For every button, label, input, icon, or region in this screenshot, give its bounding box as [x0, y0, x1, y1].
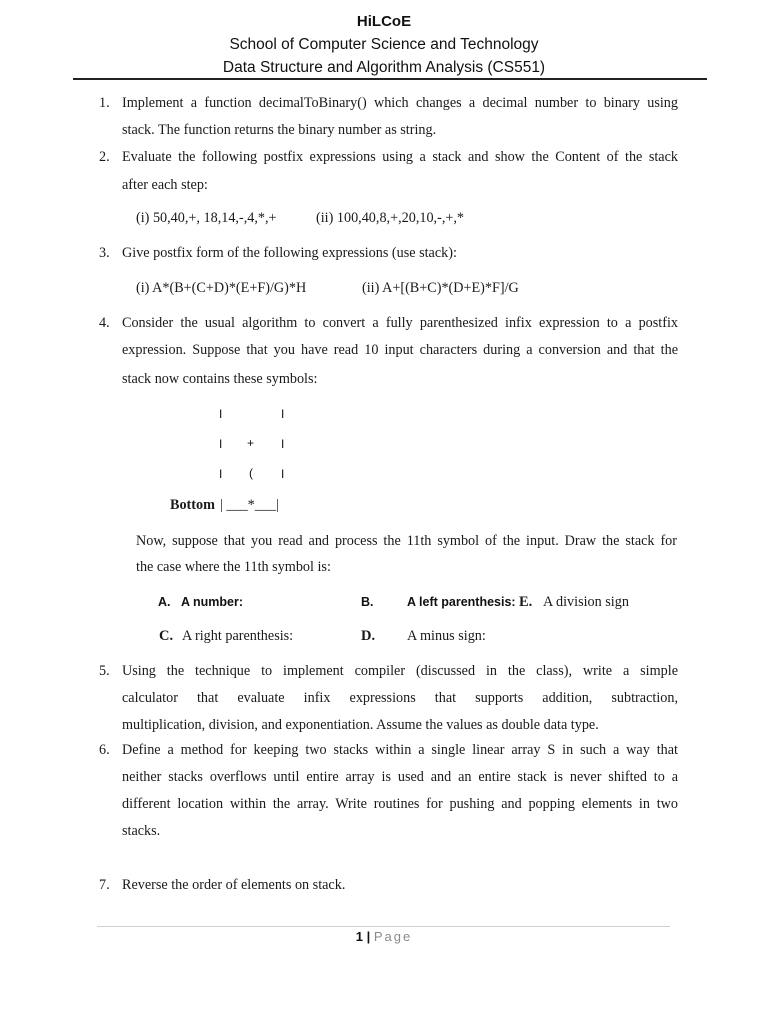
option-d-text: A minus sign: — [407, 628, 486, 644]
option-e-text: A division sign — [543, 594, 629, 610]
footer-divider — [97, 926, 670, 927]
question-7-number: 7. — [99, 877, 110, 893]
stack-bottom-label: Bottom — [170, 497, 215, 513]
header-course: Data Structure and Algorithm Analysis (CS551) — [222, 59, 546, 76]
option-b-letter: B. — [361, 595, 374, 609]
stack-wall-right: I — [281, 407, 285, 421]
stack-item-plus: + — [247, 436, 255, 450]
option-a-text: A number: — [181, 595, 244, 609]
stack-wall-left: I — [219, 467, 223, 481]
question-4-line-4: Now, suppose that you read and process the 11th symbol of the input. Draw the stack for — [136, 533, 677, 549]
page-footer — [0, 929, 768, 944]
page-number: 1 — [355, 929, 363, 944]
question-6-number: 6. — [99, 742, 110, 758]
stack-wall-left: I — [219, 437, 223, 451]
question-4-line-5: the case where the 11th symbol is: — [136, 559, 331, 575]
option-e-letter: E. — [519, 594, 533, 610]
page-separator: | — [366, 929, 371, 944]
option-a-letter: A. — [158, 595, 171, 609]
option-c-letter: C. — [159, 628, 174, 644]
stack-wall-right: I — [281, 437, 285, 451]
option-c-text: A right parenthesis: — [182, 628, 294, 644]
question-3-number: 3. — [99, 245, 110, 261]
question-2-expression-ii: (ii) 100,40,8,+,20,10,-,+,* — [316, 210, 465, 226]
question-4-number: 4. — [99, 315, 110, 331]
question-6-line-3: different location within the array. Write routines for pushing and popping elements in two — [122, 796, 678, 812]
question-5-number: 5. — [99, 663, 110, 679]
question-3-expression-i: (i) A*(B+(C+D)*(E+F)/G)*H — [136, 280, 307, 296]
question-1-line-2: stack. The function returns the binary number as string. — [122, 122, 437, 138]
question-3-expression-ii: (ii) A+[(B+C)*(D+E)*F]/G — [362, 280, 519, 296]
question-5-line-3: multiplication, division, and exponentiation. Assume the values as double data type. — [122, 717, 599, 733]
question-2-expression-i: (i) 50,40,+, 18,14,-,4,*,+ — [136, 210, 277, 226]
stack-bottom-row: | ___*___| — [220, 497, 279, 513]
stack-wall-right: I — [281, 467, 285, 481]
option-d-letter: D. — [361, 628, 376, 644]
question-4-line-1: Consider the usual algorithm to convert a fully parenthesized infix expression to a postfix — [122, 315, 678, 331]
question-2-line-2: after each step: — [122, 177, 208, 193]
question-4-line-3: stack now contains these symbols: — [122, 371, 318, 387]
question-5-line-2: calculator that evaluate infix expressions that supports addition, subtraction, — [122, 690, 678, 706]
question-3-line-1: Give postfix form of the following expressions (use stack): — [122, 245, 457, 261]
question-6-line-1: Define a method for keeping two stacks within a single linear array S in such a way that — [122, 742, 678, 758]
page-label: Page — [373, 929, 413, 944]
question-2-number: 2. — [99, 149, 110, 165]
stack-wall-left: I — [219, 407, 223, 421]
question-1-number: 1. — [99, 95, 110, 111]
question-4-line-2: expression. Suppose that you have read 10 input characters during a conversion and that the — [122, 342, 678, 358]
question-7-line-1: Reverse the order of elements on stack. — [122, 877, 346, 893]
header-org: HiLCoE — [356, 13, 412, 30]
question-1-line-1: Implement a function decimalToBinary() which changes a decimal number to binary using — [122, 95, 678, 111]
question-6-line-4: stacks. — [122, 823, 161, 839]
header-divider — [73, 78, 707, 80]
question-6-line-2: neither stacks overflows until entire array is used and an entire stack is never shifted to a — [122, 769, 678, 785]
question-5-line-1: Using the technique to implement compiler (discussed in the class), write a simple — [122, 663, 678, 679]
question-2-line-1: Evaluate the following postfix expressions using a stack and show the Content of the stack — [122, 149, 678, 165]
header-school: School of Computer Science and Technology — [229, 36, 539, 53]
option-b-text: A left parenthesis: — [407, 595, 516, 609]
stack-item-paren: ( — [249, 466, 253, 480]
